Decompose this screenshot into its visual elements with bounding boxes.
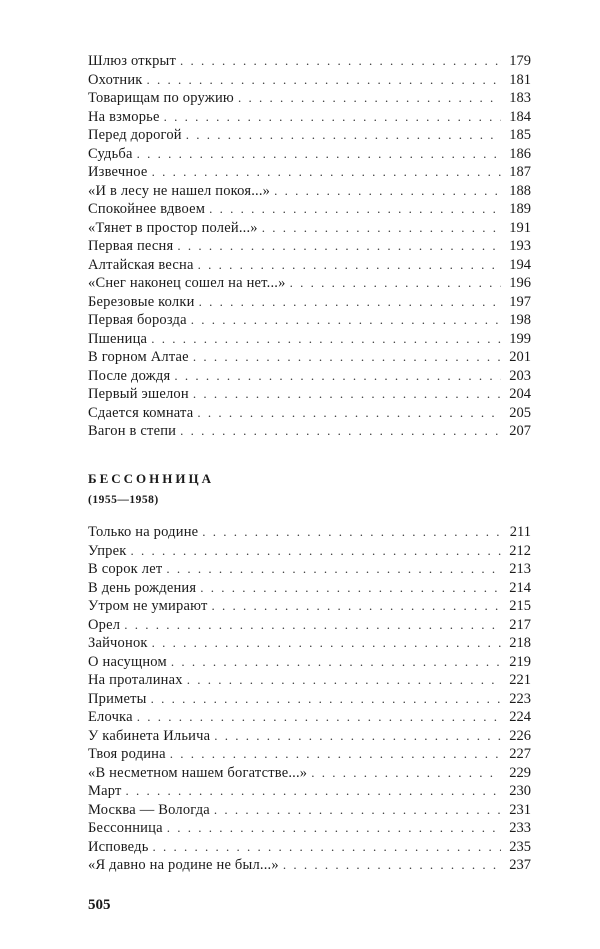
toc-entry-title: Бессонница <box>88 820 163 836</box>
toc-entry <box>88 52 531 71</box>
toc-entry-page: 205 <box>509 404 531 421</box>
toc-entry-title: Сдается комната <box>88 404 194 421</box>
toc-entry-title: Шлюз открыт <box>88 53 177 69</box>
toc-entry-title: «Снег наконец сошел на нет...» <box>88 275 286 291</box>
toc-entry-page: 219 <box>509 653 531 670</box>
toc-entry-page: 184 <box>509 108 531 125</box>
toc-entry-page: 194 <box>509 256 531 273</box>
toc-entry-title: В день рождения <box>88 579 197 596</box>
toc-leader-dots <box>191 311 501 330</box>
toc-entry-page: 229 <box>509 764 531 781</box>
toc-entry-title: Охотник <box>88 71 143 88</box>
toc-leader-dots <box>174 367 501 386</box>
toc-entry-page: 224 <box>509 709 531 725</box>
toc-entry <box>88 542 531 561</box>
toc-entry-title: Первая песня <box>88 238 174 254</box>
toc-entry <box>88 71 531 90</box>
toc-entry-title: Елочка <box>88 709 133 725</box>
toc-entry-title: Первая борозда <box>88 312 187 328</box>
toc-entry-title: Приметы <box>88 690 147 707</box>
toc-entry-page: 218 <box>509 635 531 651</box>
toc-leader-dots <box>170 745 501 764</box>
toc-entry-title: Твоя родина <box>88 746 166 762</box>
toc-entry <box>88 404 531 423</box>
toc-entry <box>88 597 531 616</box>
toc-entry-title: Первый эшелон <box>88 386 189 402</box>
toc-leader-dots <box>130 542 501 561</box>
toc-entry-title: На взморье <box>88 108 160 125</box>
toc-leader-dots <box>186 126 501 145</box>
toc-leader-dots <box>311 764 501 783</box>
toc-leader-dots <box>151 330 501 349</box>
toc-entry-page: 187 <box>509 164 531 180</box>
toc-entry-page: 186 <box>509 145 531 162</box>
toc-entry-title: Зайчонок <box>88 635 148 651</box>
toc-leader-dots <box>193 385 501 404</box>
toc-entry <box>88 311 531 330</box>
toc-entry <box>88 200 531 219</box>
toc-leader-dots <box>180 422 501 441</box>
toc-entry-page: 213 <box>509 561 531 577</box>
toc-entry-title: Март <box>88 783 122 799</box>
toc-leader-dots <box>167 819 501 838</box>
toc-entry <box>88 256 531 275</box>
toc-entry-page: 223 <box>509 690 531 707</box>
toc-entry-title: Товарищам по оружию <box>88 90 234 106</box>
toc-entry <box>88 634 531 653</box>
toc-entry-page: 197 <box>509 293 531 310</box>
toc-leader-dots <box>200 579 501 598</box>
toc-entry-page: 215 <box>509 598 531 614</box>
toc-entry-title: Утром не умирают <box>88 598 208 614</box>
toc-entry-title: «И в лесу не нашел покоя...» <box>88 182 271 199</box>
toc-entry <box>88 745 531 764</box>
toc-entry-title: Пшеница <box>88 330 148 347</box>
toc-entry-title: Вагон в степи <box>88 423 177 439</box>
toc-leader-dots <box>290 274 501 293</box>
toc-entry <box>88 819 531 838</box>
toc-list-top <box>88 52 531 441</box>
toc-entry-title: Алтайская весна <box>88 256 194 273</box>
toc-entry-title: Орел <box>88 616 121 633</box>
section-title: БЕССОННИЦА <box>88 471 214 486</box>
toc-leader-dots <box>152 634 501 653</box>
toc-entry <box>88 145 531 164</box>
toc-entry <box>88 330 531 349</box>
toc-entry <box>88 671 531 690</box>
toc-entry <box>88 385 531 404</box>
toc-entry-title: Извечное <box>88 164 148 180</box>
toc-entry-title: В горном Алтае <box>88 349 189 365</box>
page-number: 505 <box>88 897 111 913</box>
toc-entry-title: У кабинета Ильича <box>88 727 211 744</box>
toc-leader-dots <box>209 200 501 219</box>
toc-leader-dots <box>274 182 501 201</box>
toc-entry-page: 211 <box>509 524 531 540</box>
toc-entry <box>88 163 531 182</box>
toc-entry-title: В сорок лет <box>88 561 163 577</box>
toc-leader-dots <box>152 163 501 182</box>
toc-entry-title: «Тянет в простор полей...» <box>88 219 258 236</box>
toc-entry-title: Только на родине <box>88 524 199 540</box>
toc-entry <box>88 764 531 783</box>
toc-entry-page: 196 <box>509 275 531 291</box>
toc-entry-page: 193 <box>509 238 531 254</box>
toc-entry-page: 214 <box>509 579 531 596</box>
toc-leader-dots <box>177 237 501 256</box>
toc-entry-title: Судьба <box>88 145 133 162</box>
toc-entry-page: 227 <box>509 746 531 762</box>
toc-entry <box>88 616 531 635</box>
toc-leader-dots <box>164 108 501 127</box>
toc-entry <box>88 690 531 709</box>
toc-entry-title: Москва — Вологда <box>88 801 210 818</box>
toc-entry <box>88 182 531 201</box>
toc-list-section <box>88 523 531 875</box>
toc-entry-page: 235 <box>509 838 531 855</box>
toc-entry-page: 203 <box>509 367 531 384</box>
toc-leader-dots <box>147 71 501 90</box>
toc-entry-page: 221 <box>509 672 531 688</box>
toc-entry-page: 226 <box>509 727 531 744</box>
toc-entry-page: 212 <box>509 542 531 559</box>
toc-leader-dots <box>137 708 501 727</box>
toc-entry <box>88 782 531 801</box>
toc-leader-dots <box>137 145 501 164</box>
toc-entry-title: Упрек <box>88 542 127 559</box>
toc-leader-dots <box>202 523 501 542</box>
toc-leader-dots <box>214 801 501 820</box>
toc-entry-page: 198 <box>509 312 531 328</box>
toc-entry <box>88 727 531 746</box>
toc-entry-page: 204 <box>509 386 531 402</box>
toc-leader-dots <box>193 348 501 367</box>
toc-leader-dots <box>262 219 501 238</box>
toc-entry <box>88 422 531 441</box>
toc-leader-dots <box>238 89 501 108</box>
toc-entry-page: 201 <box>509 349 531 365</box>
toc-leader-dots <box>126 782 501 801</box>
toc-entry <box>88 126 531 145</box>
toc-entry-title: Спокойнее вдвоем <box>88 201 206 217</box>
toc-leader-dots <box>151 690 501 709</box>
toc-entry-page: 179 <box>509 53 531 69</box>
toc-entry-page: 189 <box>509 201 531 217</box>
toc-leader-dots <box>124 616 501 635</box>
toc-entry-page: 185 <box>509 127 531 143</box>
toc-leader-dots <box>197 404 501 423</box>
toc-entry-title: Исповедь <box>88 838 149 855</box>
toc-entry <box>88 838 531 857</box>
toc-entry-page: 199 <box>509 330 531 347</box>
toc-entry <box>88 274 531 293</box>
toc-entry <box>88 237 531 256</box>
toc-entry-page: 231 <box>509 801 531 818</box>
toc-entry-title: После дождя <box>88 367 171 384</box>
toc-entry-page: 188 <box>509 182 531 199</box>
toc-entry-page: 230 <box>509 783 531 799</box>
toc-entry-page: 207 <box>509 423 531 439</box>
toc-entry <box>88 89 531 108</box>
toc-leader-dots <box>171 653 501 672</box>
section-years: (1955—1958) <box>88 494 159 506</box>
toc-entry <box>88 653 531 672</box>
toc-entry <box>88 293 531 312</box>
toc-leader-dots <box>214 727 501 746</box>
toc-leader-dots <box>187 671 501 690</box>
toc-entry-title: Березовые колки <box>88 293 195 310</box>
toc-leader-dots <box>153 838 501 857</box>
toc-entry-page: 233 <box>509 820 531 836</box>
toc-leader-dots <box>198 256 501 275</box>
toc-entry-title: «Я давно на родине не был...» <box>88 857 279 873</box>
toc-entry <box>88 560 531 579</box>
toc-leader-dots <box>199 293 501 312</box>
toc-entry <box>88 348 531 367</box>
toc-entry-page: 183 <box>509 90 531 106</box>
toc-leader-dots <box>166 560 501 579</box>
toc-entry-title: На проталинах <box>88 672 183 688</box>
toc-entry <box>88 219 531 238</box>
toc-entry <box>88 801 531 820</box>
toc-entry <box>88 367 531 386</box>
toc-entry <box>88 856 531 875</box>
toc-leader-dots <box>211 597 501 616</box>
toc-entry-title: Перед дорогой <box>88 127 182 143</box>
toc-entry-page: 217 <box>509 616 531 633</box>
toc-leader-dots <box>283 856 501 875</box>
toc-entry <box>88 708 531 727</box>
toc-entry <box>88 108 531 127</box>
toc-leader-dots <box>180 52 501 71</box>
toc-entry <box>88 523 531 542</box>
toc-entry-page: 191 <box>509 219 531 236</box>
toc-entry-title: «В несметном нашем богатстве...» <box>88 764 308 781</box>
toc-entry-page: 237 <box>509 857 531 873</box>
toc-entry-page: 181 <box>509 71 531 88</box>
toc-entry <box>88 579 531 598</box>
toc-entry-title: О насущном <box>88 653 167 670</box>
